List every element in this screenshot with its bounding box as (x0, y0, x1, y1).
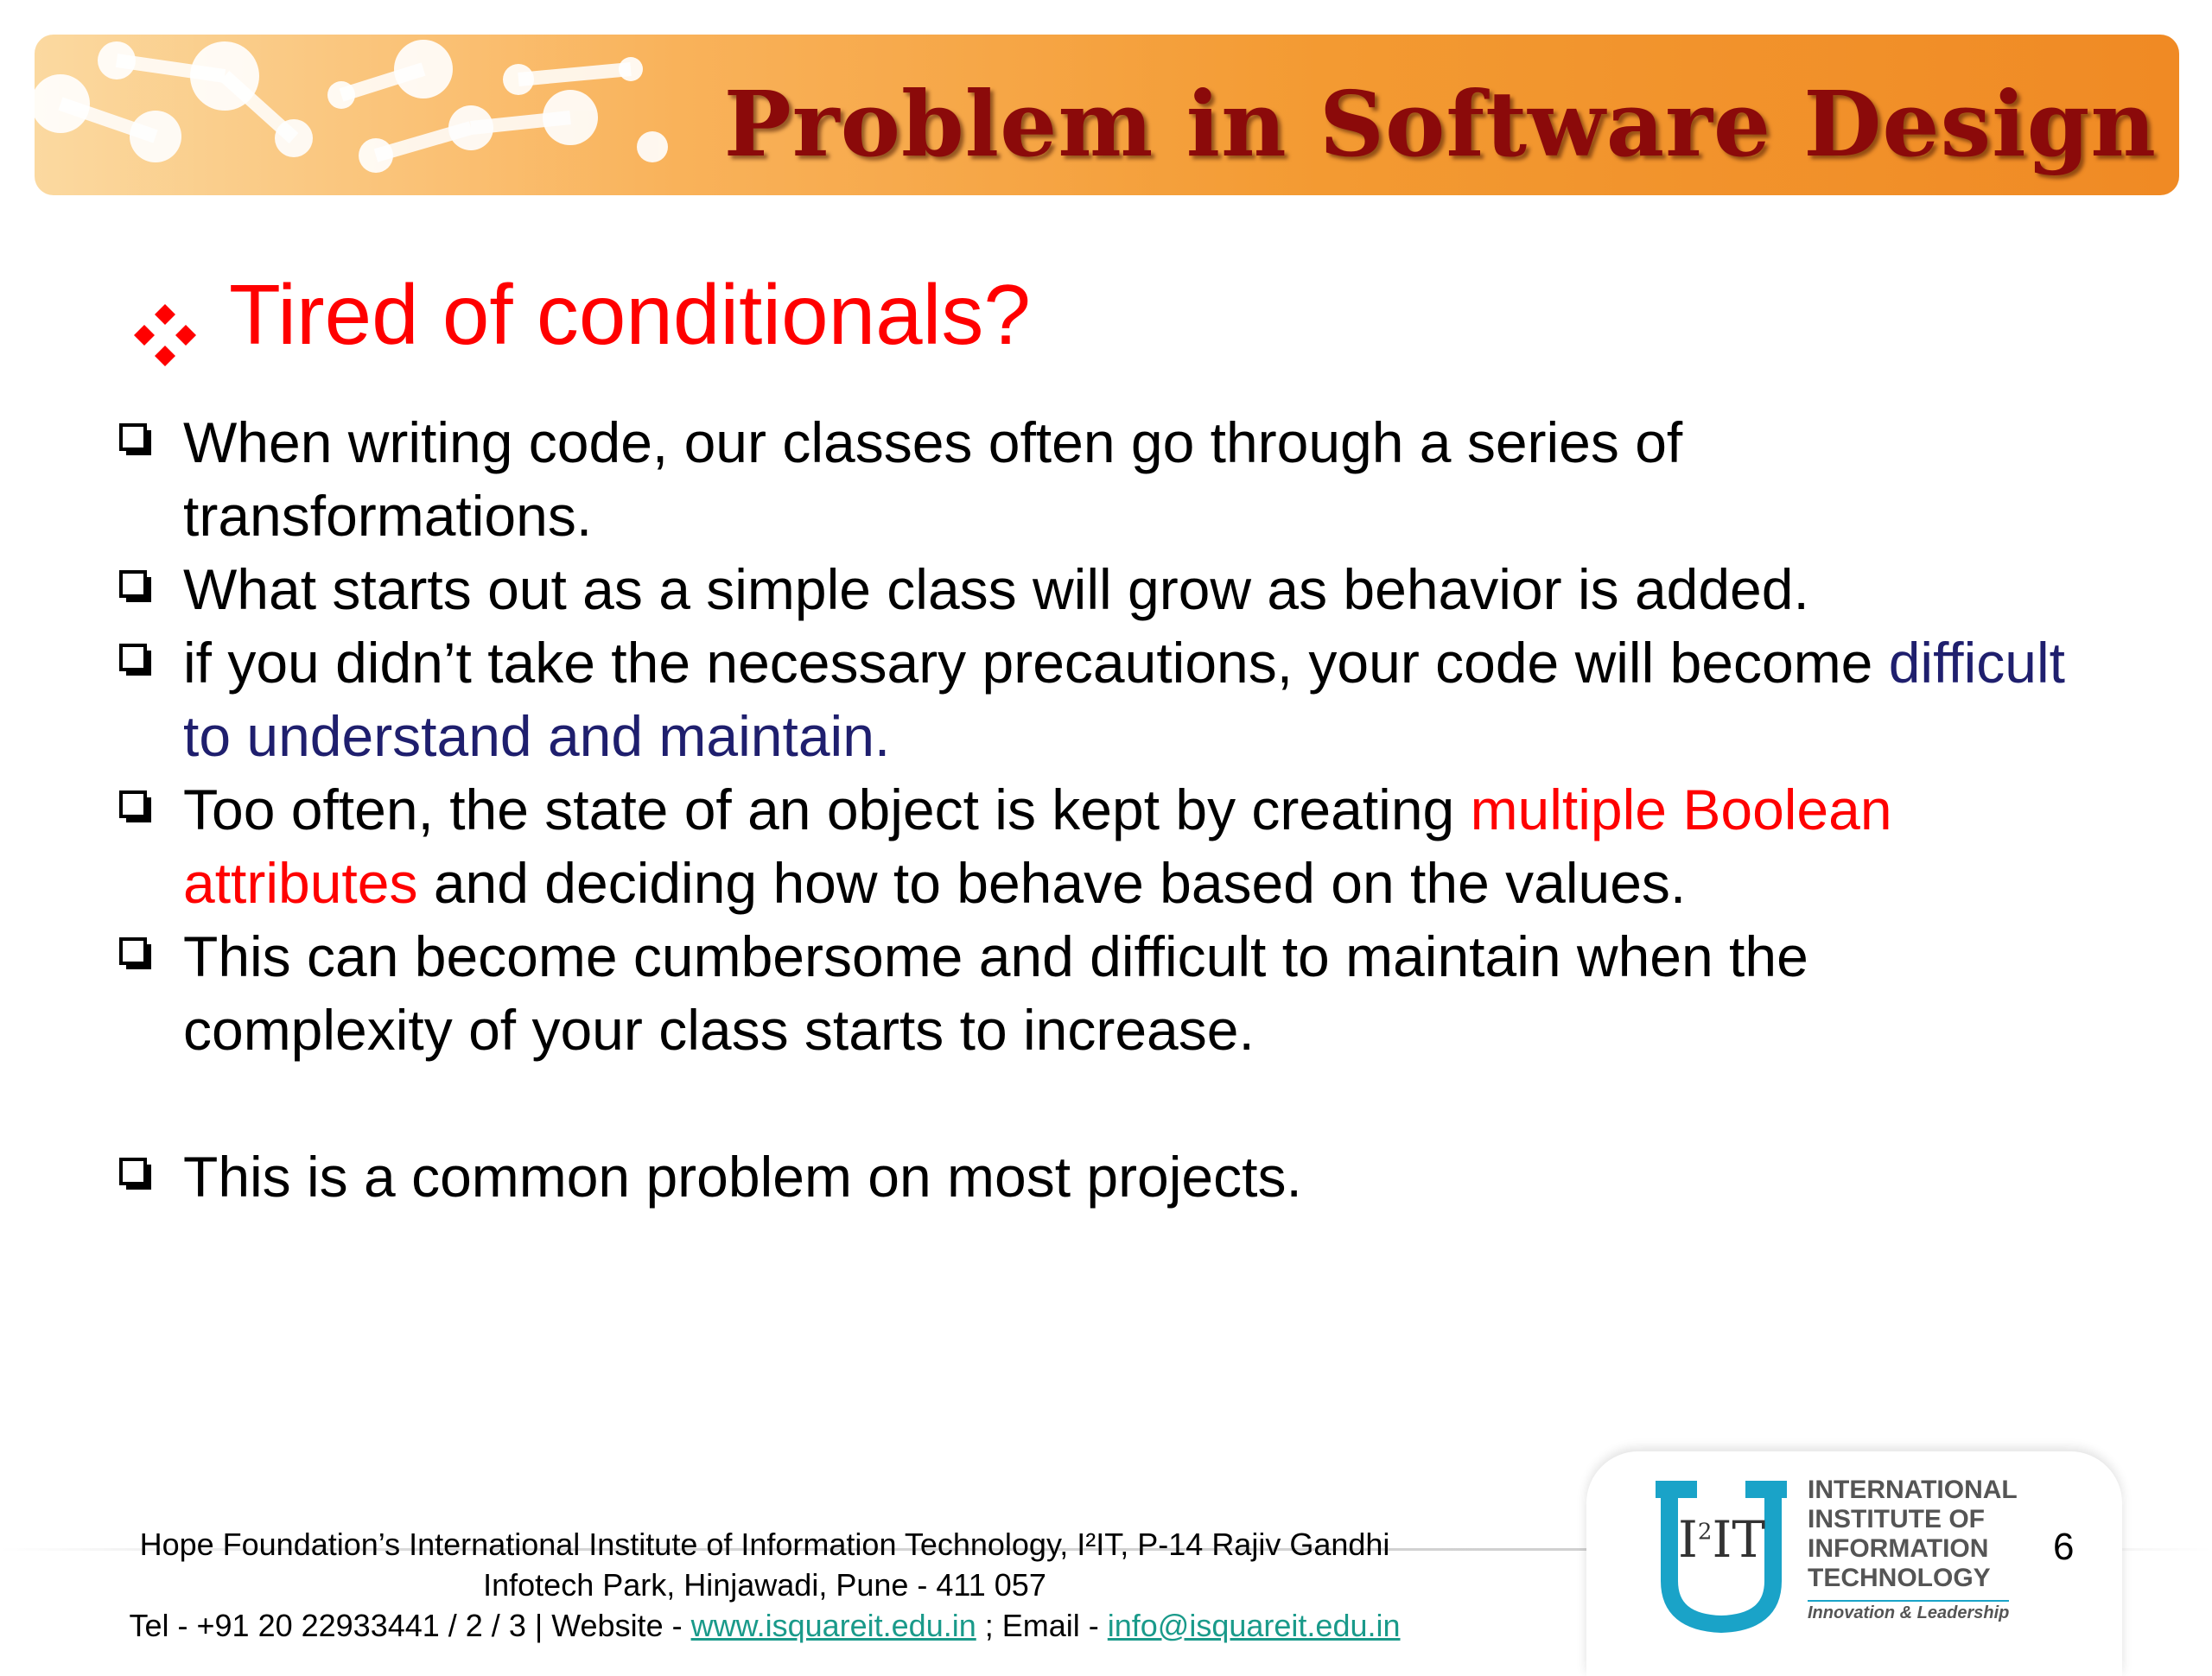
bullet-text: Too often, the state of an object is kept by creating (183, 778, 1471, 841)
hollow-square-icon (118, 642, 152, 676)
list-item (183, 773, 2084, 920)
footer-line-2: Infotech Park, Hinjawadi, Pune - 411 057 (483, 1567, 1046, 1603)
logo-mark-it: IT (1712, 1510, 1766, 1569)
hollow-square-icon (118, 568, 152, 603)
logo-line-2: INSTITUTE OF (1808, 1505, 1985, 1533)
bullet-text: and deciding how to behave based on the values. (417, 851, 1687, 915)
subheading (134, 266, 1031, 364)
title-banner (35, 35, 2179, 195)
molecule-decoration-icon (35, 35, 691, 195)
logo-tagline: Innovation & Leadership (1808, 1600, 2009, 1623)
logo-monogram (1678, 1510, 1765, 1569)
hollow-square-icon (118, 789, 152, 823)
bullet-text: This is a common problem on most projects. (183, 1145, 1302, 1209)
bullet-list (183, 406, 2084, 1214)
footer-tel: Tel - +91 20 22933441 / 2 / 3 | Website - (129, 1608, 691, 1643)
footer-email-label: ; Email - (976, 1608, 1108, 1643)
list-item (183, 406, 2084, 553)
logo-line-1: INTERNATIONAL (1808, 1476, 2018, 1504)
email-link[interactable]: info@isquareit.edu.in (1107, 1608, 1401, 1643)
list-item (183, 626, 2084, 773)
page-number: 6 (2053, 1526, 2075, 1568)
bullet-text: This can become cumbersome and difficult to maintain when the complexity of your class starts to increase. (183, 924, 1808, 1062)
bullet-text: if you didn’t take the necessary precautions, your code will become (183, 631, 1889, 695)
website-link[interactable]: www.isquareit.edu.in (690, 1608, 976, 1643)
slide-title: Problem in Software Design (723, 71, 2157, 177)
footer-address (60, 1524, 1469, 1646)
list-item (183, 1140, 2084, 1214)
four-diamond-icon (132, 302, 198, 368)
subheading-text: Tired of conditionals? (229, 267, 1031, 362)
logo-line-4: TECHNOLOGY (1808, 1564, 1991, 1592)
footer-line-1: Hope Foundation’s International Institute of Information Technology, I²IT, P-14 Rajiv Gandhi (139, 1527, 1390, 1562)
logo-wordmark (1808, 1476, 2018, 1593)
emphasis-navy-text: difficult to understand and maintain. (183, 631, 2065, 768)
list-item (183, 553, 2084, 626)
hollow-square-icon (118, 936, 152, 970)
logo-mark-sup: 2 (1697, 1519, 1713, 1546)
emphasis-red-text: multiple Boolean attributes (183, 778, 1892, 915)
bullet-text: When writing code, our classes often go through a series of transformations. (183, 410, 1683, 548)
logo-mark-i: I (1678, 1510, 1698, 1569)
footer-line-3 (60, 1605, 1469, 1646)
bullet-text: What starts out as a simple class will grow as behavior is added. (183, 557, 1809, 621)
hollow-square-icon (118, 1156, 152, 1190)
list-item (183, 920, 2084, 1067)
hollow-square-icon (118, 422, 152, 456)
logo-line-3: INFORMATION (1808, 1534, 1989, 1563)
